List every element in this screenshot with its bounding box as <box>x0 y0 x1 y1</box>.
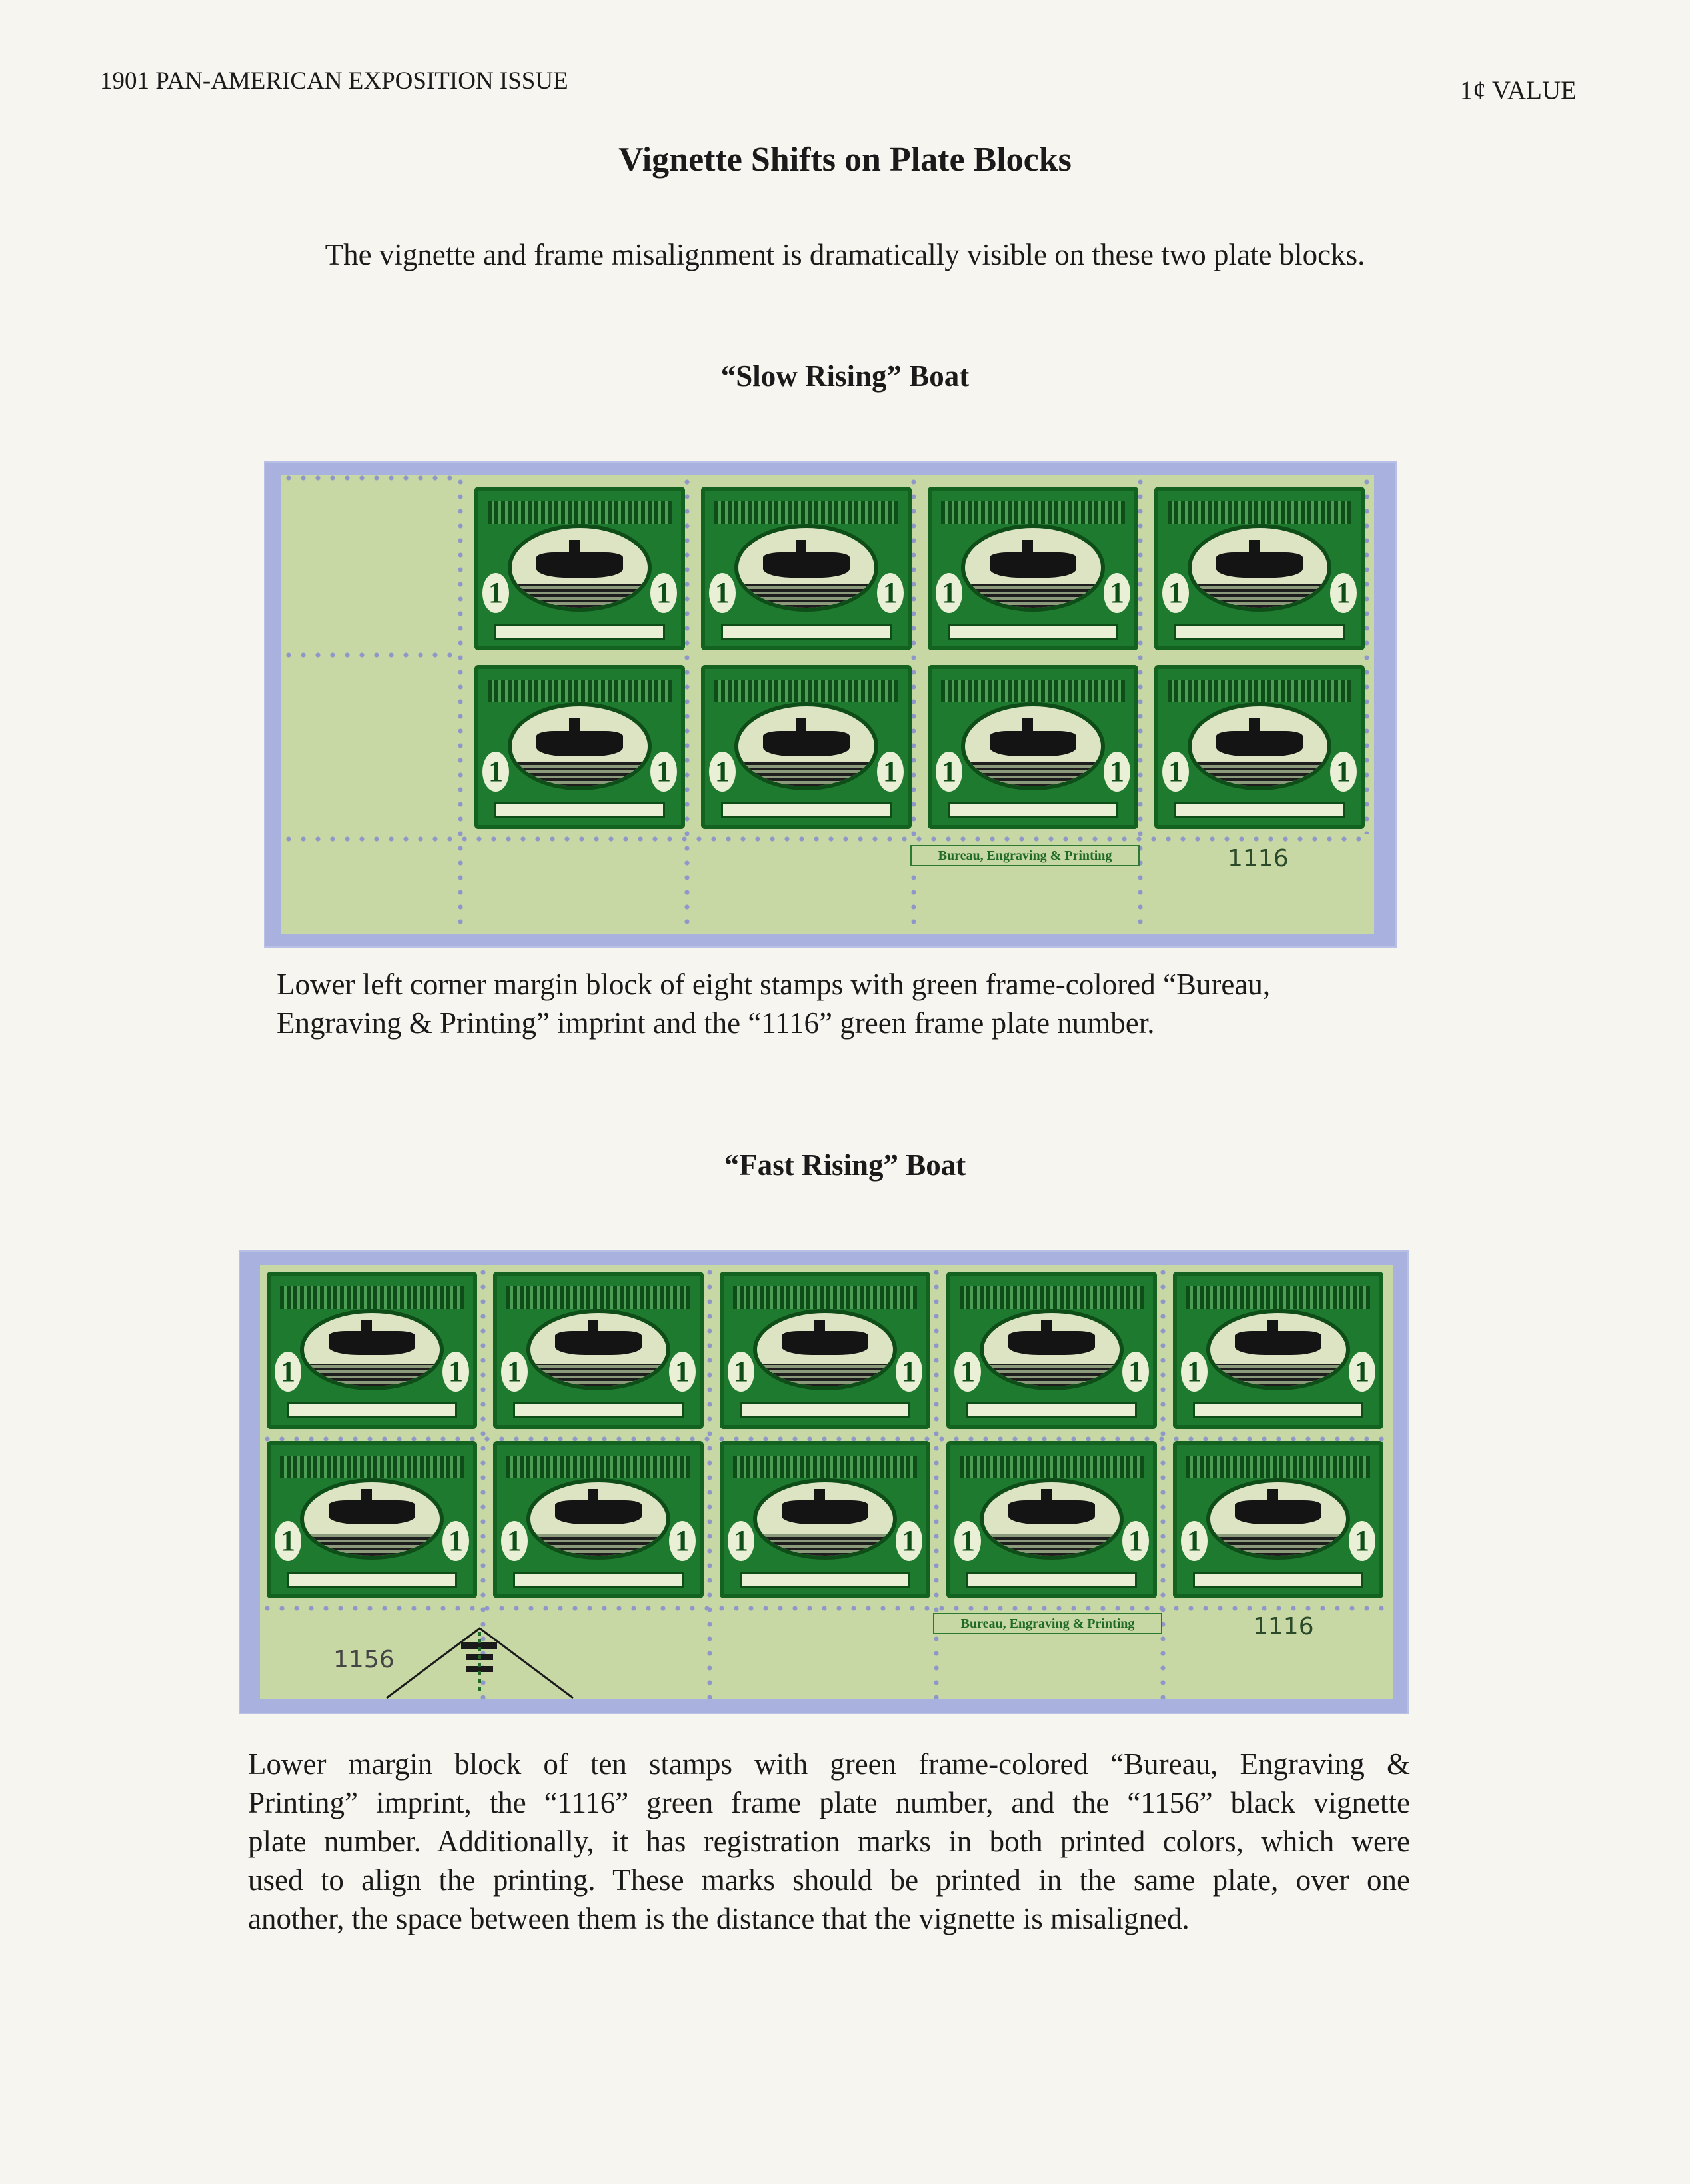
stamp <box>946 1272 1157 1429</box>
boat-icon <box>990 731 1077 756</box>
denomination-left: 1 <box>709 573 736 613</box>
denomination-right: 1 <box>1104 573 1130 613</box>
stamp-vignette <box>512 528 648 608</box>
boat-funnel <box>796 540 806 557</box>
stamp-vignette <box>965 706 1101 786</box>
boat-icon <box>536 552 624 578</box>
stamp-vignette <box>1210 1313 1346 1386</box>
stamp <box>1173 1272 1383 1429</box>
boat-icon <box>763 552 850 578</box>
perforation-column <box>706 1265 713 1699</box>
denomination-left: 1 <box>1162 573 1189 613</box>
stamp-water <box>512 584 648 608</box>
stamp-water <box>530 1534 666 1556</box>
denomination-right: 1 <box>1349 1521 1375 1561</box>
denomination-left: 1 <box>482 752 509 792</box>
header-left: 1901 PAN-AMERICAN EXPOSITION ISSUE <box>100 67 568 95</box>
stamp <box>474 665 685 829</box>
stamp-top-inscription <box>714 680 898 702</box>
denomination-right: 1 <box>669 1352 696 1392</box>
stamp <box>493 1441 704 1598</box>
stamp <box>701 487 912 650</box>
denomination-left: 1 <box>482 573 509 613</box>
boat-icon <box>1008 1500 1096 1524</box>
stamp-water <box>757 1534 893 1556</box>
stamp <box>1173 1441 1383 1598</box>
boat-icon <box>1008 1331 1096 1354</box>
denomination-right: 1 <box>1349 1352 1375 1392</box>
stamp-vignette <box>530 1313 666 1386</box>
boat-funnel <box>796 718 806 736</box>
denomination-right: 1 <box>1330 573 1357 613</box>
stamp-top-inscription <box>941 501 1125 524</box>
fast-caption-line: Lower margin block of ten stamps with green frame-colored “Bureau, Engraving & <box>248 1747 1410 1781</box>
stamp <box>701 665 912 829</box>
stamp <box>267 1272 477 1429</box>
fast-caption <box>248 1745 1410 1938</box>
plate-number-vignette: 1156 <box>333 1646 395 1673</box>
boat-icon <box>329 1500 416 1524</box>
stamp-top-inscription <box>960 1456 1144 1478</box>
stamp-vignette <box>1210 1482 1346 1556</box>
stamp-water <box>965 762 1101 786</box>
denomination-right: 1 <box>669 1521 696 1561</box>
boat-funnel <box>1022 540 1033 557</box>
slow-caption-line: Engraving & Printing” imprint and the “1116” green frame plate number. <box>277 1006 1155 1040</box>
intro-text: The vignette and frame misalignment is dramatically visible on these two plate blocks. <box>325 238 1365 271</box>
boat-funnel <box>814 1489 825 1505</box>
page-title: Vignette Shifts on Plate Blocks <box>618 141 1072 179</box>
denomination-left: 1 <box>954 1521 981 1561</box>
boat-icon <box>329 1331 416 1354</box>
boat-funnel <box>569 718 580 736</box>
slow-caption <box>277 965 1393 1042</box>
denomination-left: 1 <box>728 1521 754 1561</box>
stamp-water <box>757 1364 893 1386</box>
stamp-vignette <box>757 1313 893 1386</box>
stamp-water <box>965 584 1101 608</box>
boat-funnel <box>1041 1320 1052 1336</box>
stamp-water <box>304 1534 440 1556</box>
header-right: 1¢ VALUE <box>1459 76 1577 105</box>
stamp-water <box>1192 762 1327 786</box>
stamp-vignette <box>304 1482 440 1556</box>
plate-number-frame: 1116 <box>1228 845 1289 872</box>
perforation-column <box>1160 1265 1166 1699</box>
perforation-column <box>457 475 464 928</box>
denomination-left: 1 <box>275 1352 301 1392</box>
stamp-water <box>1210 1534 1346 1556</box>
boat-icon <box>782 1331 869 1354</box>
stamp-top-inscription <box>1186 1286 1370 1309</box>
stamp-vignette <box>984 1482 1120 1556</box>
boat-icon <box>555 1500 642 1524</box>
denomination-right: 1 <box>1122 1352 1149 1392</box>
stamp-water <box>738 762 874 786</box>
stamp-vignette <box>304 1313 440 1386</box>
stamp-top-inscription <box>280 1286 464 1309</box>
stamp-bottom-inscription <box>721 624 892 640</box>
boat-funnel <box>1249 540 1260 557</box>
perforation-row <box>281 475 456 481</box>
stamp-water <box>530 1364 666 1386</box>
boat-funnel <box>814 1320 825 1336</box>
boat-icon <box>1235 1500 1322 1524</box>
denomination-left: 1 <box>936 573 962 613</box>
registration-marks <box>380 1625 580 1705</box>
boat-funnel <box>1268 1489 1278 1505</box>
plate-number-frame: 1116 <box>1253 1613 1314 1640</box>
fast-rising-heading: “Fast Rising” Boat <box>724 1148 966 1182</box>
perforation-column <box>933 1265 940 1699</box>
stamp-vignette <box>530 1482 666 1556</box>
boat-icon <box>555 1331 642 1354</box>
denomination-right: 1 <box>877 573 904 613</box>
boat-funnel <box>1249 718 1260 736</box>
stamp-top-inscription <box>1168 680 1351 702</box>
slow-rising-plate-block <box>265 463 1395 946</box>
boat-funnel <box>361 1489 372 1505</box>
denomination-left: 1 <box>709 752 736 792</box>
stamp-bottom-inscription <box>513 1572 684 1588</box>
denomination-right: 1 <box>442 1352 469 1392</box>
stamp <box>474 487 685 650</box>
denomination-right: 1 <box>1330 752 1357 792</box>
denomination-right: 1 <box>877 752 904 792</box>
denomination-right: 1 <box>650 573 677 613</box>
fast-rising-plate-block <box>240 1252 1407 1713</box>
bep-imprint: Bureau, Engraving & Printing <box>933 1613 1162 1634</box>
stamp-water <box>738 584 874 608</box>
stamp-bottom-inscription <box>966 1402 1137 1418</box>
fast-caption-line: used to align the printing. These marks should be printed in the same plate, over one <box>248 1863 1410 1897</box>
boat-icon <box>990 552 1077 578</box>
boat-icon <box>536 731 624 756</box>
stamp <box>946 1441 1157 1598</box>
denomination-left: 1 <box>728 1352 754 1392</box>
boat-icon <box>1216 731 1303 756</box>
boat-funnel <box>1268 1320 1278 1336</box>
denomination-left: 1 <box>1181 1352 1208 1392</box>
denomination-right: 1 <box>1104 752 1130 792</box>
fast-caption-line: another, the space between them is the distance that the vignette is misaligned. <box>248 1902 1190 1935</box>
denomination-left: 1 <box>275 1521 301 1561</box>
fast-caption-line: Printing” imprint, the “1116” green frame plate number, and the “1156” black vignette <box>248 1786 1410 1819</box>
stamp <box>720 1272 930 1429</box>
stamp-top-inscription <box>506 1456 690 1478</box>
stamp-bottom-inscription <box>740 1402 910 1418</box>
stamp-vignette <box>738 528 874 608</box>
stamp-vignette <box>757 1482 893 1556</box>
stamp-top-inscription <box>733 1456 917 1478</box>
stamp-vignette <box>1192 706 1327 786</box>
stamp-water <box>1210 1364 1346 1386</box>
denomination-right: 1 <box>442 1521 469 1561</box>
stamp-bottom-inscription <box>287 1402 457 1418</box>
stamp-top-inscription <box>733 1286 917 1309</box>
slow-caption-line: Lower left corner margin block of eight stamps with green frame-colored “Bureau, <box>277 968 1271 1001</box>
denomination-left: 1 <box>954 1352 981 1392</box>
stamp-bottom-inscription <box>287 1572 457 1588</box>
stamp-bottom-inscription <box>1193 1572 1363 1588</box>
stamp <box>720 1441 930 1598</box>
stamp-water <box>984 1534 1120 1556</box>
stamp-top-inscription <box>488 680 672 702</box>
stamp-top-inscription <box>506 1286 690 1309</box>
boat-funnel <box>361 1320 372 1336</box>
perforation-row <box>281 652 456 658</box>
stamp-water <box>304 1364 440 1386</box>
stamp <box>1154 487 1365 650</box>
perforation-row <box>260 1605 1393 1612</box>
boat-funnel <box>569 540 580 557</box>
stamp-water <box>984 1364 1120 1386</box>
stamp-vignette <box>738 706 874 786</box>
denomination-left: 1 <box>501 1352 528 1392</box>
stamp-top-inscription <box>960 1286 1144 1309</box>
stamp-top-inscription <box>280 1456 464 1478</box>
stamp-vignette <box>965 528 1101 608</box>
stamp-vignette <box>1192 528 1327 608</box>
perforation-row <box>281 836 1361 842</box>
stamp-bottom-inscription <box>966 1572 1137 1588</box>
boat-icon <box>763 731 850 756</box>
stamp <box>493 1272 704 1429</box>
slow-rising-heading: “Slow Rising” Boat <box>720 359 970 393</box>
stamp-top-inscription <box>941 680 1125 702</box>
boat-funnel <box>588 1320 598 1336</box>
stamp-top-inscription <box>488 501 672 524</box>
stamp-bottom-inscription <box>513 1402 684 1418</box>
stamp-bottom-inscription <box>494 624 665 640</box>
stamp-bottom-inscription <box>1174 802 1345 818</box>
stamp-bottom-inscription <box>494 802 665 818</box>
stamp-bottom-inscription <box>948 802 1118 818</box>
stamp-vignette <box>512 706 648 786</box>
stamp-top-inscription <box>1186 1456 1370 1478</box>
denomination-left: 1 <box>1181 1521 1208 1561</box>
stamp-bottom-inscription <box>740 1572 910 1588</box>
denomination-left: 1 <box>1162 752 1189 792</box>
denomination-right: 1 <box>650 752 677 792</box>
stamp <box>1154 665 1365 829</box>
boat-icon <box>1216 552 1303 578</box>
stamp-water <box>512 762 648 786</box>
stamp <box>928 487 1138 650</box>
fast-caption-line: plate number. Additionally, it has registration marks in both printed colors, which were <box>248 1825 1410 1858</box>
stamp-bottom-inscription <box>1174 624 1345 640</box>
stamp-bottom-inscription <box>721 802 892 818</box>
boat-funnel <box>588 1489 598 1505</box>
bep-imprint: Bureau, Engraving & Printing <box>910 845 1140 866</box>
denomination-right: 1 <box>896 1521 922 1561</box>
stamp-vignette <box>984 1313 1120 1386</box>
denomination-left: 1 <box>501 1521 528 1561</box>
denomination-right: 1 <box>896 1352 922 1392</box>
stamp-water <box>1192 584 1327 608</box>
denomination-right: 1 <box>1122 1521 1149 1561</box>
denomination-left: 1 <box>936 752 962 792</box>
stamp-top-inscription <box>714 501 898 524</box>
stamp-bottom-inscription <box>1193 1402 1363 1418</box>
stamp <box>267 1441 477 1598</box>
boat-icon <box>782 1500 869 1524</box>
stamp-bottom-inscription <box>948 624 1118 640</box>
stamp <box>928 665 1138 829</box>
boat-icon <box>1235 1331 1322 1354</box>
boat-funnel <box>1041 1489 1052 1505</box>
stamp-top-inscription <box>1168 501 1351 524</box>
boat-funnel <box>1022 718 1033 736</box>
